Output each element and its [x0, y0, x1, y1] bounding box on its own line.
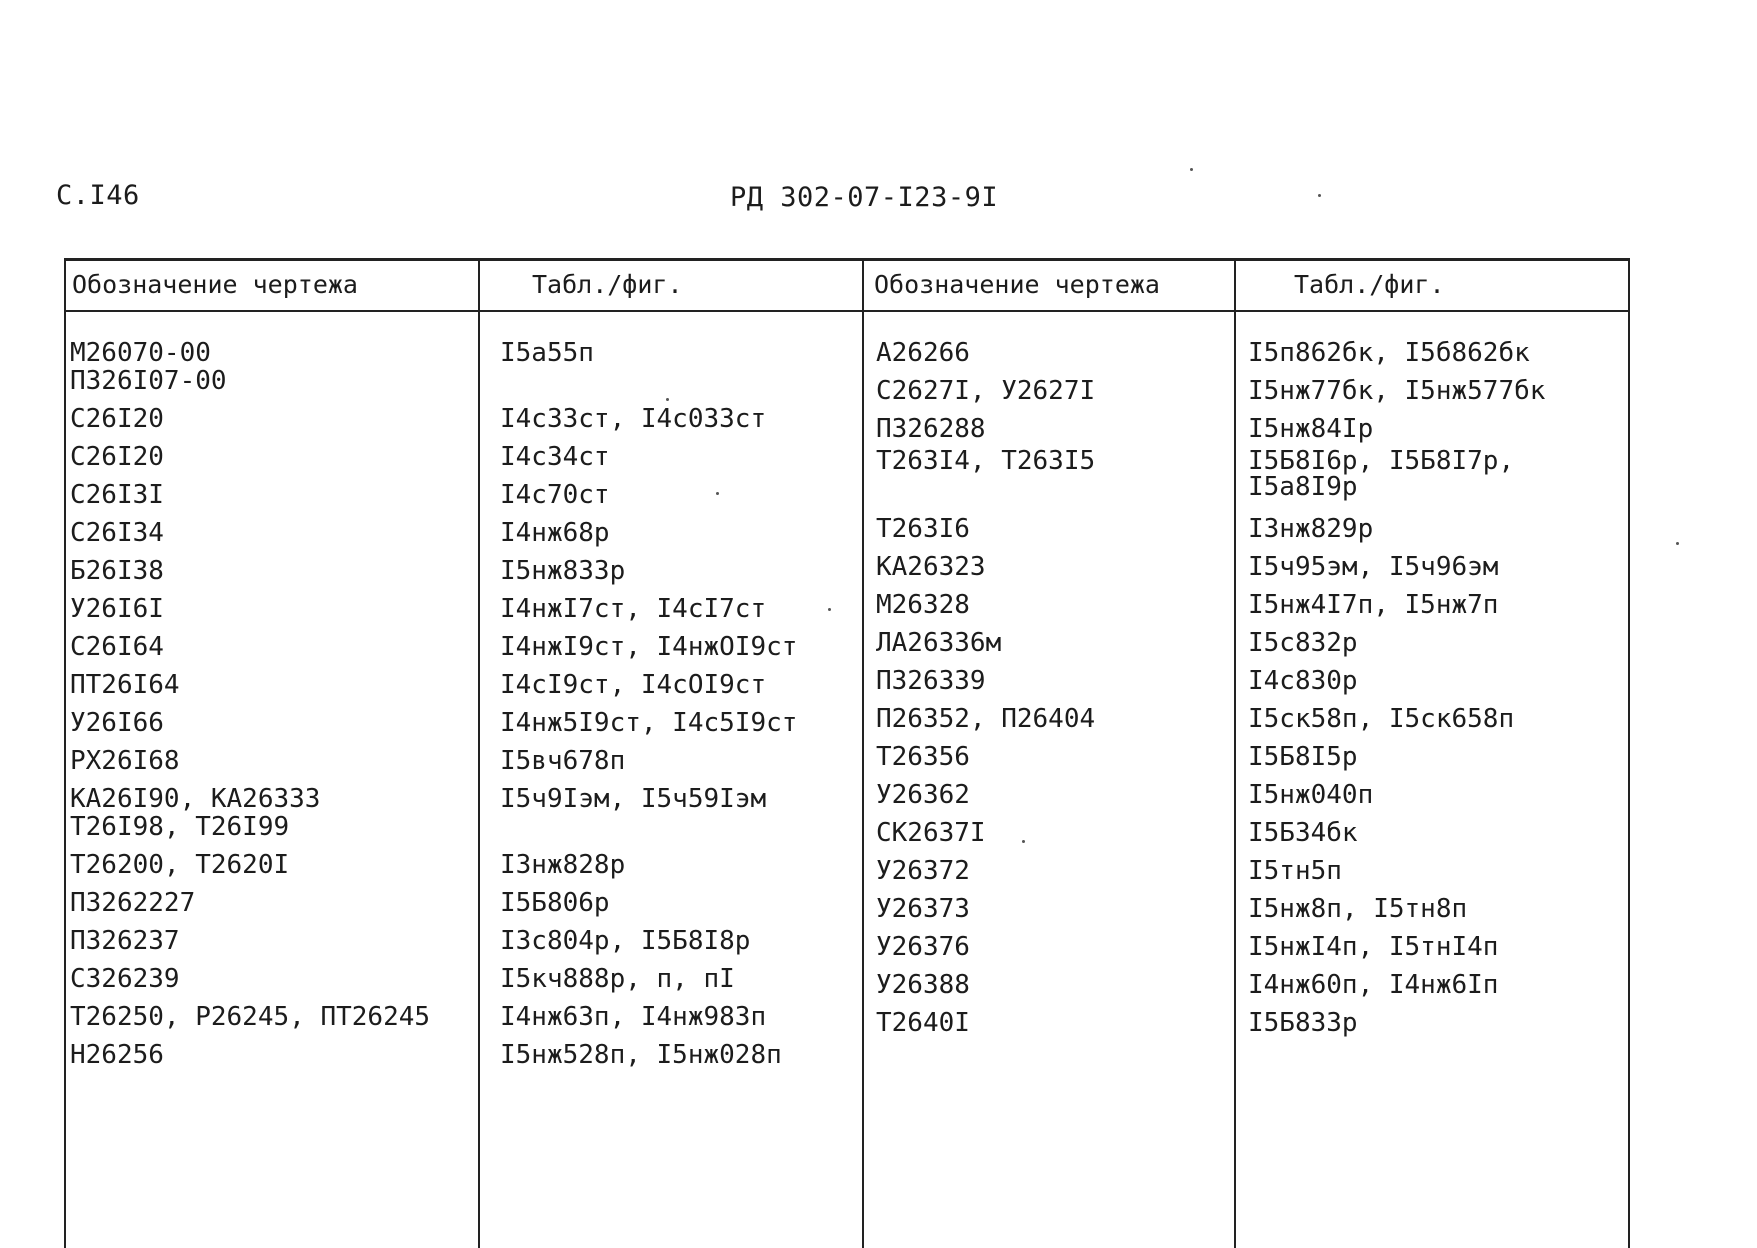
- table-top-border: [64, 258, 1630, 261]
- table-cell: I5нжI4п, I5тнI4п: [1248, 932, 1499, 962]
- table-cell: С26I20: [70, 442, 164, 472]
- table-cell: У26I6I: [70, 594, 164, 624]
- scan-speck: [1022, 840, 1025, 843]
- table-cell: Т26356: [876, 742, 970, 772]
- table-cell: I4с33ст, I4с033ст: [500, 404, 767, 434]
- table-cell: КА26I90, КА26333: [70, 784, 321, 814]
- table-left-border: [64, 258, 66, 1248]
- table-cell: П26352, П26404: [876, 704, 1096, 734]
- table-cell: С2627I, У2627I: [876, 376, 1096, 406]
- table-cell: У26376: [876, 932, 970, 962]
- table-cell: I5с832р: [1248, 628, 1358, 658]
- table-cell: У26388: [876, 970, 970, 1000]
- table-cell: С26I34: [70, 518, 164, 548]
- table-cell: Т2640I: [876, 1008, 970, 1038]
- table-cell: I5ч9Iэм, I5ч59Iэм: [500, 784, 767, 814]
- table-cell: Т263I4, Т263I5: [876, 446, 1096, 476]
- table-cell: М26328: [876, 590, 970, 620]
- table-cell: I5кч888р, п, пI: [500, 964, 735, 994]
- table-cell: У26I66: [70, 708, 164, 738]
- table-cell: I5нж77бк, I5нж577бк: [1248, 376, 1546, 406]
- table-cell: С26I64: [70, 632, 164, 662]
- table-cell: I5Б8I5р: [1248, 742, 1358, 772]
- scan-speck: [1318, 194, 1321, 197]
- table-cell: ПТ26I64: [70, 670, 180, 700]
- table-cell: I4нжI9ст, I4нжOI9ст: [500, 632, 798, 662]
- table-cell: Б26I38: [70, 556, 164, 586]
- table-cell: Н26256: [70, 1040, 164, 1070]
- header-table-figure-right: Табл./фиг.: [1294, 270, 1445, 299]
- table-cell: I4нж60п, I4нж6Iп: [1248, 970, 1499, 1000]
- table-cell: М26070-00: [70, 338, 211, 368]
- header-drawing-designation-left: Обозначение чертежа: [72, 270, 358, 299]
- table-cell: I5нж84Iр: [1248, 414, 1374, 444]
- table-cell: П326237: [70, 926, 180, 956]
- table-cell: I5нж833р: [500, 556, 626, 586]
- table-cell: I5тн5п: [1248, 856, 1342, 886]
- table-right-border: [1628, 258, 1630, 1248]
- table-cell: I3нж828р: [500, 850, 626, 880]
- table-cell: I3с804р, I5Б8I8р: [500, 926, 751, 956]
- page-number: С.I46: [56, 180, 140, 211]
- table-cell: I4нжI7ст, I4сI7ст: [500, 594, 767, 624]
- table-cell: I5нж4I7п, I5нж7п: [1248, 590, 1499, 620]
- table-header-divider: [64, 310, 1630, 312]
- table-cell: ЛА26336м: [876, 628, 1002, 658]
- left-designation-column: [70, 334, 430, 1074]
- table-cell: Т26250, Р26245, ПТ26245: [70, 1002, 431, 1032]
- scan-speck: [716, 492, 719, 495]
- table-cell: I5Б833р: [1248, 1008, 1358, 1038]
- table-cell: СК2637I: [876, 818, 986, 848]
- table-cell: I4нж5I9ст, I4с5I9ст: [500, 708, 798, 738]
- right-designation-column: [876, 334, 1095, 1042]
- table-cell: I4сI9ст, I4сOI9ст: [500, 670, 767, 700]
- table-cell: А26266: [876, 338, 970, 368]
- scan-speck: [828, 608, 831, 611]
- table-cell: С26I20: [70, 404, 164, 434]
- header-table-figure-left: Табл./фиг.: [532, 270, 683, 299]
- scan-speck: [666, 398, 669, 401]
- table-cell: I5п862бк, I5б862бк: [1248, 338, 1530, 368]
- table-cell: Т263I6: [876, 514, 970, 544]
- table-cell: РХ26I68: [70, 746, 180, 776]
- table-cell-line: I5а8I9р: [1248, 472, 1358, 502]
- table-cell: I4с830р: [1248, 666, 1358, 696]
- table-cell: У26373: [876, 894, 970, 924]
- table-cell: У26362: [876, 780, 970, 810]
- scan-speck: [1190, 168, 1193, 171]
- table-cell: I5Б34бк: [1248, 818, 1358, 848]
- table-cell: У26372: [876, 856, 970, 886]
- table-cell: Т26I98, Т26I99: [70, 812, 290, 842]
- table-cell: I5нж528п, I5нж028п: [500, 1040, 782, 1070]
- table-cell: I5нж8п, I5тн8п: [1248, 894, 1468, 924]
- column-divider-3: [1234, 258, 1236, 1248]
- scan-speck: [1676, 542, 1679, 545]
- table-cell: I5а55п: [500, 338, 594, 368]
- table-cell: П326339: [876, 666, 986, 696]
- table-cell: I5ч95эм, I5ч96эм: [1248, 552, 1499, 582]
- table-cell: П326288: [876, 414, 986, 444]
- document-code: РД 302-07-I23-9I: [730, 182, 999, 213]
- table-cell: П3262227: [70, 888, 196, 918]
- table-cell: I5вч678п: [500, 746, 626, 776]
- drawing-index-table: [64, 258, 1630, 1248]
- header-drawing-designation-right: Обозначение чертежа: [874, 270, 1160, 299]
- table-cell: I4нж68р: [500, 518, 610, 548]
- right-reference-column: [1248, 334, 1545, 1042]
- table-cell: I5Б806р: [500, 888, 610, 918]
- table-cell: КА26323: [876, 552, 986, 582]
- table-cell: I4с70ст: [500, 480, 610, 510]
- table-cell: I4с34ст: [500, 442, 610, 472]
- table-cell: С326239: [70, 964, 180, 994]
- table-cell: I4нж63п, I4нж983п: [500, 1002, 767, 1032]
- table-cell: П326I07-00: [70, 366, 227, 396]
- column-divider-2: [862, 258, 864, 1248]
- table-cell: I5нж040п: [1248, 780, 1374, 810]
- table-cell: I3нж829р: [1248, 514, 1374, 544]
- table-cell: [1248, 448, 1545, 510]
- table-cell: Т26200, Т2620I: [70, 850, 290, 880]
- left-reference-column: [500, 334, 797, 1074]
- table-cell: С26I3I: [70, 480, 164, 510]
- table-cell: I5ск58п, I5ск658п: [1248, 704, 1515, 734]
- column-divider-1: [478, 258, 480, 1248]
- table-cell-line: I5Б8I6р, I5Б8I7р,: [1248, 446, 1515, 476]
